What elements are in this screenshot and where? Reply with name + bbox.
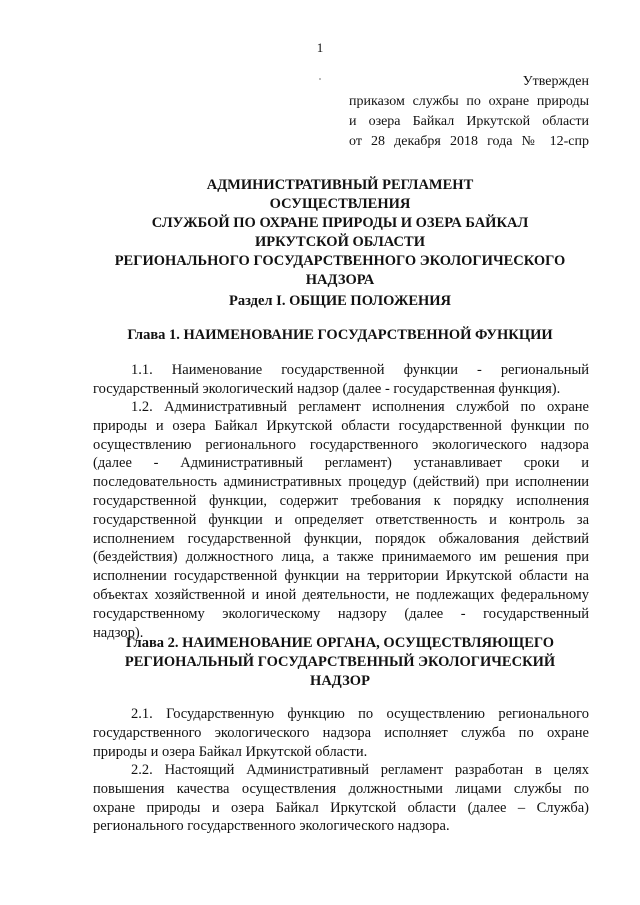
paragraph-line: государственного экологического надзора исполняет служба по охране: [93, 724, 589, 741]
paragraph-2-2: [93, 761, 589, 836]
chapter-2-heading-line: РЕГИОНАЛЬНЫЙ ГОСУДАРСТВЕННЫЙ ЭКОЛОГИЧЕСКИЙ: [124, 654, 556, 670]
approval-stamp-block: [349, 72, 589, 152]
paragraph-line: (далее - Административный регламент) устанавливает сроки и: [93, 455, 589, 472]
paragraph-line: природы и озера Байкал Иркутской области.: [93, 743, 368, 760]
paragraph-2-1: [93, 705, 589, 761]
title-line: СЛУЖБОЙ ПО ОХРАНЕ ПРИРОДЫ И ОЗЕРА БАЙКАЛ: [151, 215, 529, 231]
paragraph-line: надзор).: [93, 624, 144, 641]
title-line: ИРКУТСКОЙ ОБЛАСТИ: [255, 234, 425, 250]
approval-line: от 28 декабря 2018 года № 12-спр: [349, 134, 589, 149]
paragraph-line: исполнении государственной функции на территории Иркутской области на: [93, 568, 589, 585]
paragraph-line: регионального государственного экологического надзора.: [93, 818, 450, 835]
chapter-2-heading: [90, 634, 590, 691]
approval-line: и озера Байкал Иркутской области: [349, 114, 589, 129]
paragraph-line: 2.2. Настоящий Административный регламент разработан в целях: [131, 762, 589, 778]
title-line: ОСУЩЕСТВЛЕНИЯ: [269, 196, 411, 212]
paragraph-line: 1.1. Наименование государственной функции - региональный: [131, 362, 589, 378]
approval-line: приказом службы по охране природы: [349, 94, 589, 109]
chapter-1-heading: [90, 326, 590, 345]
paragraph-line: 2.1. Государственную функцию по осуществлению регионального: [131, 706, 589, 722]
paragraph-line: 1.2. Административный регламент исполнения службой по охране: [131, 399, 589, 415]
paragraph-line: (бездействия) должностного лица, а также принимаемого им решения при: [93, 549, 589, 566]
section-heading-text: Раздел I. ОБЩИЕ ПОЛОЖЕНИЯ: [228, 293, 452, 309]
page-number: 1: [316, 40, 324, 55]
scan-speck: [319, 78, 321, 80]
title-line: НАДЗОРА: [305, 272, 375, 288]
chapter-2-heading-line: Глава 2. НАИМЕНОВАНИЕ ОРГАНА, ОСУЩЕСТВЛЯЮЩЕГО: [125, 635, 555, 651]
paragraph-line: повышения качества осуществления должностными лицами службы по: [93, 780, 589, 797]
chapter-2-heading-line: НАДЗОР: [310, 673, 370, 689]
paragraph-1-1: [93, 361, 589, 399]
chapter-1-heading-text: Глава 1. НАИМЕНОВАНИЕ ГОСУДАРСТВЕННОЙ ФУНКЦИИ: [127, 327, 553, 343]
paragraph-line: государственный экологический надзор (далее - государственная функция).: [93, 380, 561, 397]
paragraph-line: природы и озера Байкал Иркутской области государственной функции по: [93, 417, 589, 434]
paragraph-1-2: [93, 398, 589, 642]
paragraph-line: осуществлению регионального государственного экологического надзора: [93, 436, 589, 453]
paragraph-line: исполнением государственной функции, порядок обжалования действий: [93, 530, 589, 547]
document-title: [90, 176, 590, 290]
paragraph-line: охране природы и озера Байкал Иркутской области (далее – Служба): [93, 799, 589, 816]
section-heading: [90, 292, 590, 311]
paragraph-line: последовательность административных процедур (действий) при исполнении: [93, 474, 589, 491]
title-line: РЕГИОНАЛЬНОГО ГОСУДАРСТВЕННОГО ЭКОЛОГИЧЕСКОГО: [114, 253, 566, 269]
paragraph-line: государственному экологическому надзору (далее - государственный: [93, 605, 589, 622]
paragraph-line: объектах хозяйственной и иной деятельности, не подлежащих федеральному: [93, 586, 589, 603]
paragraph-line: государственной функции, содержит требования к порядку исполнения: [93, 492, 589, 509]
title-line: АДМИНИСТРАТИВНЫЙ РЕГЛАМЕНТ: [206, 177, 474, 193]
paragraph-line: государственной функции и определяет ответственность и контроль за: [93, 511, 589, 528]
approval-line: Утвержден: [522, 74, 589, 89]
